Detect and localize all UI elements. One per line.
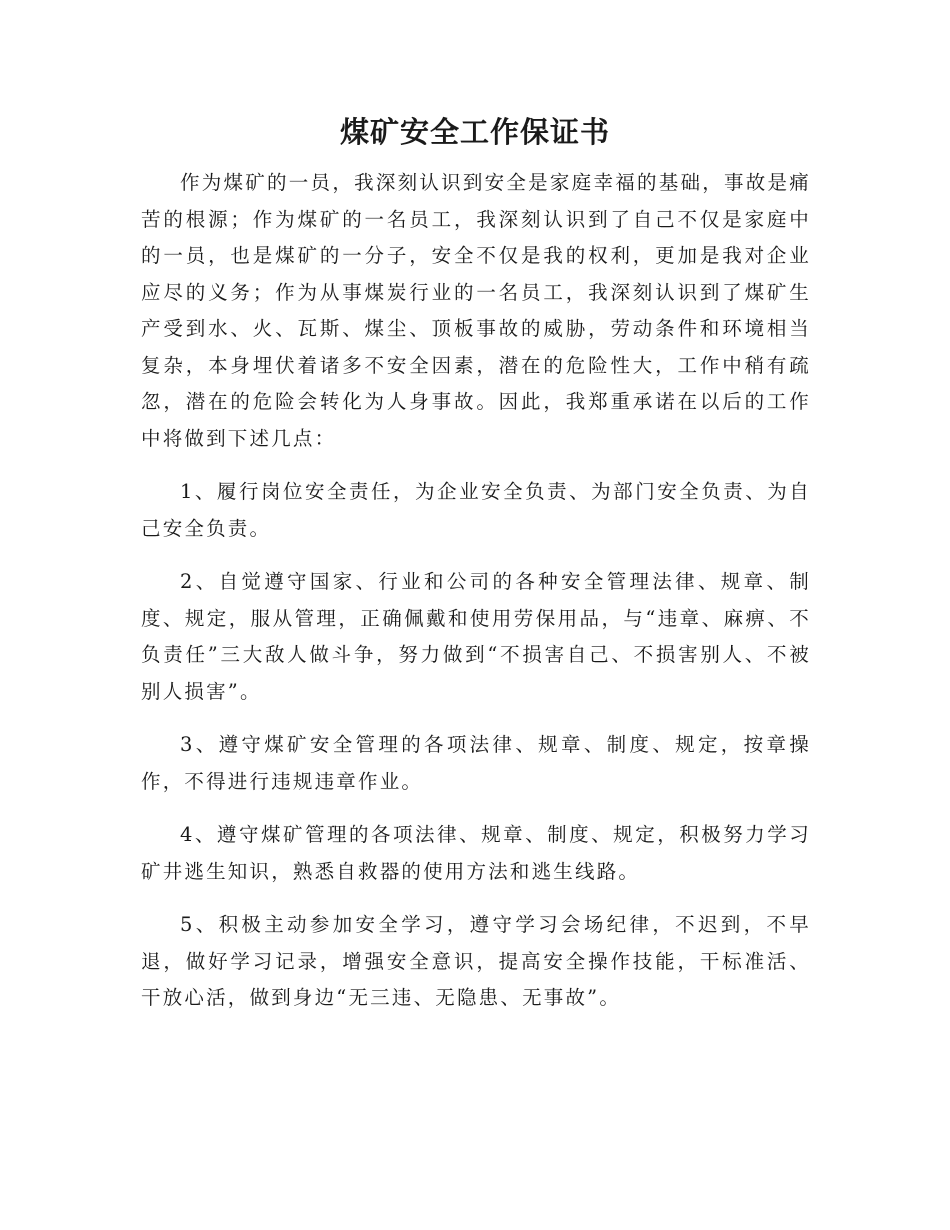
pledge-item-3: 3、遵守煤矿安全管理的各项法律、规章、制度、规定，按章操作，不得进行违规违章作业。: [141, 733, 811, 793]
pledge-item-1: 1、履行岗位安全责任，为企业安全负责、为部门安全负责、为自己安全负责。: [141, 480, 811, 540]
pledge-item-4: 4、遵守煤矿管理的各项法律、规章、制度、规定，积极努力学习矿井逃生知识，熟悉自救器的使用方法和逃生线路。: [141, 823, 811, 883]
pledge-item-5: 5、积极主动参加安全学习，遵守学习会场纪律，不迟到，不早退，做好学习记录，增强安全意识，提高安全操作技能，干标准活、干放心活，做到身边“无三违、无隐患、无事故”。: [141, 913, 811, 1009]
intro-paragraph: 作为煤矿的一员，我深刻认识到安全是家庭幸福的基础，事故是痛苦的根源；作为煤矿的一名员工，我深刻认识到了自己不仅是家庭中的一员，也是煤矿的一分子，安全不仅是我的权利，更加是我对企业应尽的义务；作为从事煤炭行业的一名员工，我深刻认识到了煤矿生产受到水、火、瓦斯、煤尘、顶板事故的威胁，劳动条件和环境相当复杂，本身埋伏着诸多不安全因素，潜在的危险性大，工作中稍有疏忽，潜在的危险会转化为人身事故。因此，我郑重承诺在以后的工作中将做到下述几点：: [141, 171, 811, 450]
pledge-item-2: 2、自觉遵守国家、行业和公司的各种安全管理法律、规章、制度、规定，服从管理，正确佩戴和使用劳保用品，与“违章、麻痹、不负责任”三大敌人做斗争，努力做到“不损害自己、不损害别人、不被别人损害”。: [141, 570, 811, 703]
document-title: 煤矿安全工作保证书: [339, 115, 610, 149]
document-body: [141, 165, 811, 1034]
